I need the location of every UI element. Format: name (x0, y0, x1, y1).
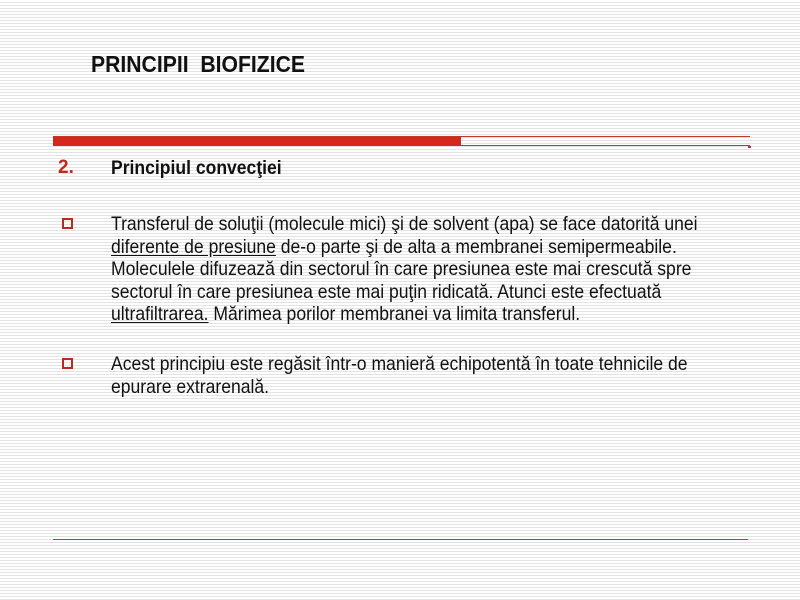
bullet-text: Acest principiu este regăsit într-o manieră echipotentă în toate tehnicile de epurare extrarenală. (111, 353, 688, 398)
section-heading: Principiul convecţiei (111, 157, 282, 179)
underlined-term: ultrafiltrarea. (111, 303, 209, 325)
title-divider-tick (748, 146, 751, 148)
section-number: 2. (58, 157, 74, 178)
hollow-square-bullet-icon (62, 218, 73, 229)
footer-divider (53, 539, 748, 540)
bullet-text: Transferul de soluţii (molecule mici) şi de solvent (apa) se face datorită unei diferente de presiune de-o parte şi de alta a membranei semipermeabile. Moleculele difuzează din sectorul în care presiunea este mai crescută spre sectorul în care presiunea este mai puţin ridicată. Atunci este efectuată ultrafiltrarea. Mărimea porilor membranei va limita transferul. (111, 213, 698, 325)
title-divider-thin-bottom (461, 145, 750, 146)
slide-title: PRINCIPII BIOFIZICE (91, 51, 305, 77)
hollow-square-bullet-icon (62, 358, 73, 369)
underlined-term: diferente de presiune (111, 235, 276, 258)
title-divider-thick (53, 137, 461, 146)
